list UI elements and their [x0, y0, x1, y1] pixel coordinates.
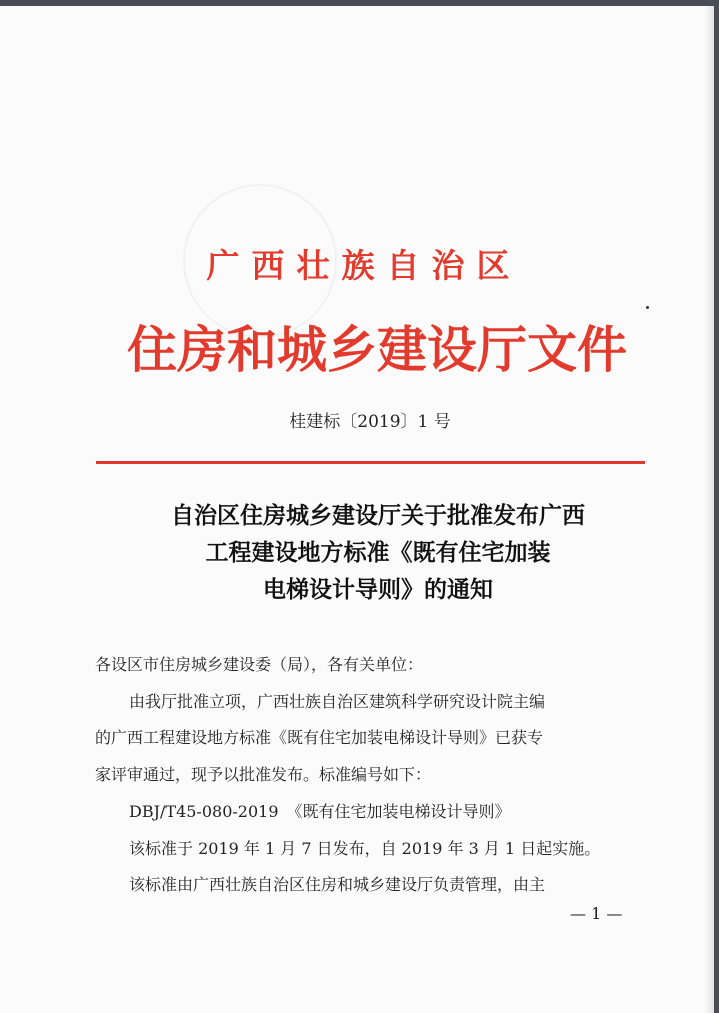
ink-dot	[646, 306, 649, 309]
effective-date-line: 该标准于 2019 年 1 月 7 日发布，自 2019 年 3 月 1 日起实施。	[129, 838, 601, 858]
body-paragraph-line: 的广西工程建设地方标准《既有住宅加装电梯设计导则》已获专	[95, 728, 544, 748]
management-line: 该标准由广西壮族自治区住房和城乡建设厅负责管理，由主	[129, 875, 546, 895]
body-paragraph-line: 家评审通过，现予以批准发布。标准编号如下：	[95, 765, 432, 785]
document-number: 桂建标〔2019〕1 号	[289, 412, 451, 432]
standard-number-line: DBJ/T45-080-2019 《既有住宅加装电梯设计导则》	[129, 801, 511, 821]
body-paragraph-line: 由我厅批准立项，广西壮族自治区建筑科学研究设计院主编	[129, 691, 546, 711]
notice-title-line: 工程建设地方标准《既有住宅加装	[205, 539, 551, 566]
notice-body	[95, 647, 651, 904]
salutation: 各设区市住房城乡建设委（局），各有关单位：	[95, 655, 424, 674]
issuer-region: 广西壮族自治区	[206, 246, 522, 285]
red-divider-line	[96, 461, 645, 464]
page-number: — 1 —	[570, 904, 623, 923]
notice-title-line: 电梯设计导则》的通知	[263, 576, 493, 603]
notice-title	[118, 497, 638, 608]
document-page	[0, 6, 714, 1013]
issuer-title: 住房和城乡建设厅文件	[127, 320, 627, 379]
notice-title-line: 自治区住房城乡建设厅关于批准发布广西	[171, 502, 585, 529]
